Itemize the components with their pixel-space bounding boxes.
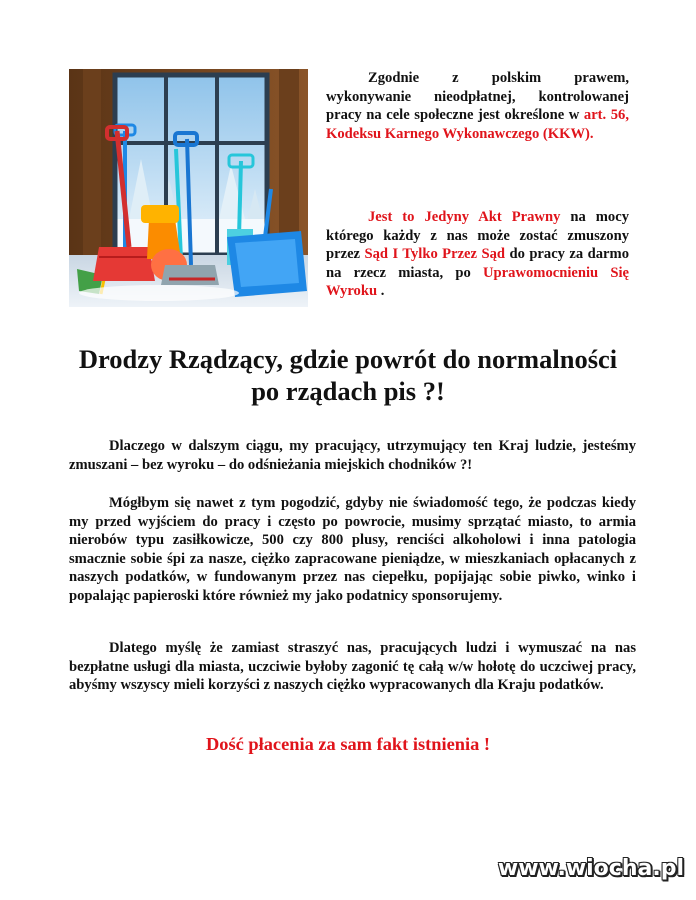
page-title (40, 343, 656, 407)
body-paragraph-3-text: Dlatego myślę że zamiast straszyć nas, pracujących ludzi i wymuszać na nas bezpłatne usługi dla miasta, uczciwie byłoby zagonić tę całą w/w hołotę do uczciwej pracy, abyśmy wszyscy mieli korzyści z naszych ciężko wypracowanych dla Kraju podatków. (69, 640, 636, 694)
legal-basis-paragraph (326, 69, 629, 143)
snow-shovels-brooms-illustration-icon (69, 69, 308, 307)
closing-slogan: Dość płacenia za sam fakt istnienia ! (205, 734, 491, 754)
intro2-highlight-1: Jest to Jedyny Akt Prawny (368, 209, 561, 225)
body-paragraph-2 (69, 494, 636, 606)
intro2-text-3: . (380, 283, 385, 300)
intro2-highlight-2: Sąd I Tylko Przez Sąd (364, 246, 505, 263)
body-paragraph-1 (69, 437, 636, 474)
legal-act-paragraph (326, 208, 629, 301)
intro2-text-1: na mocy którego każdy z nas może zostać zmuszony przez (326, 209, 630, 263)
intro1-text: Zgodnie z polskim prawem, wykonywanie nieodpłatnej, kontrolowanej pracy na cele społeczne jest określone w (326, 70, 629, 124)
site-watermark: www.wiocha.pl (497, 856, 684, 881)
body-paragraph-1-text: Dlaczego w dalszym ciągu, my pracujący, utrzymujący ten Kraj ludzie, jesteśmy zmuszani – bez wyroku – do odśnieżania miejskich chodników ?! (69, 438, 636, 473)
intro2-highlight-3: Uprawomocnieniu Się Wyroku (326, 264, 629, 300)
intro2-text-2: do pracy za darmo na rzecz miasta, po (326, 246, 629, 281)
snow-tools-illustration (69, 69, 308, 307)
body-paragraph-2-text: Mógłbym się nawet z tym pogodzić, gdyby nie świadomość tego, że podczas kiedy my przed wyjściem do pracy i często po powrocie, musimy sprzątać miasto, to armia nierobów typu zasiłkowicze, 500 czy 800 plusy, renciści alkoholowi i inna patologia smacznie sobie śpi za nasze, ciężko zapracowane pieniądze, w mieszkaniach opłacanych z naszych podatków, w fundowanym przez nas ciepełku, popijając sobie piwko, winko i popalając papieroski które również my jako podatnicy sponsorujemy. (69, 495, 636, 604)
body-paragraph-3 (69, 639, 636, 695)
page-title-line1: Drodzy Rządzący, gdzie powrót do normalności (78, 344, 618, 374)
kkw-article-reference: art. 56, Kodeksu Karnego Wykonawczego (KKW). (326, 107, 629, 142)
page-title-line2: po rządach pis ?! (251, 376, 445, 406)
